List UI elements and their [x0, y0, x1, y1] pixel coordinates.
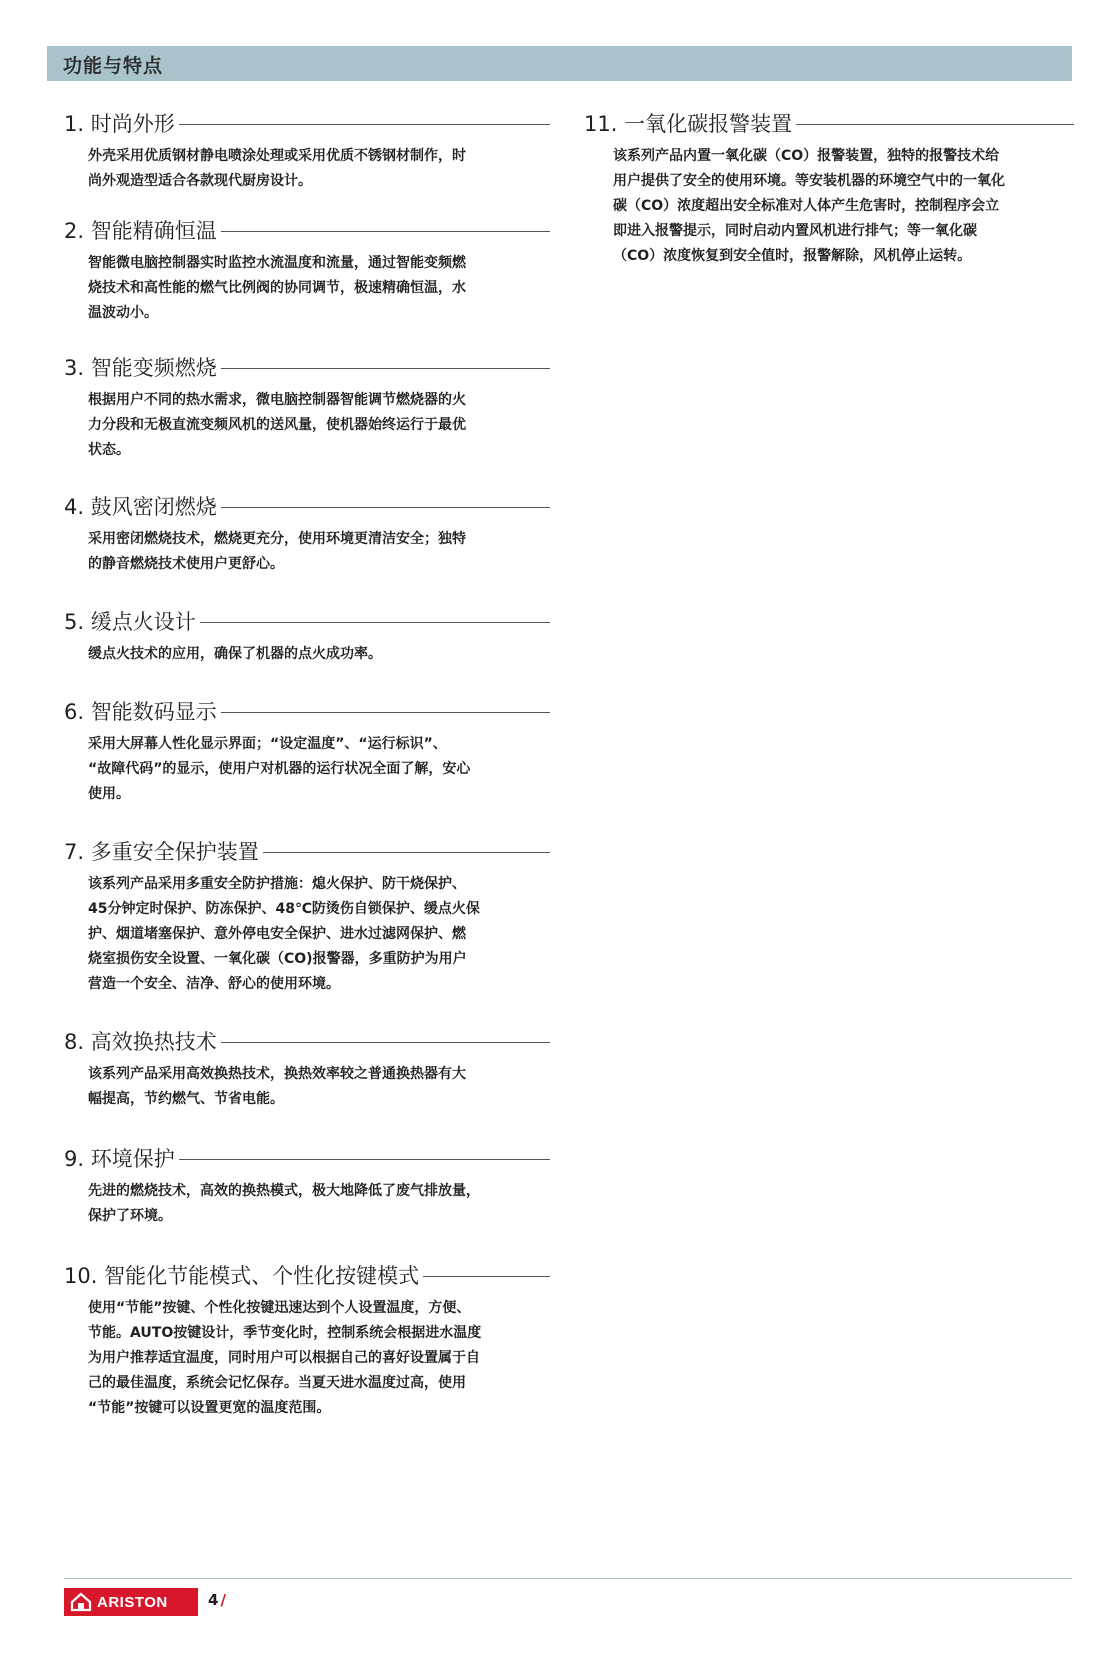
feature-description	[88, 1296, 550, 1421]
desc-line: 采用密闭燃烧技术，燃烧更充分，使用环境更清洁安全；独特	[88, 531, 466, 547]
desc-line: 幅提高，节约燃气、节省电能。	[88, 1091, 284, 1107]
brand-name: ARISTON	[97, 1593, 168, 1611]
feature-description	[88, 144, 550, 194]
feature-description	[613, 144, 1074, 269]
desc-line: 根据用户不同的热水需求，微电脑控制器智能调节燃烧器的火	[88, 392, 466, 408]
desc-line: 先进的燃烧技术，高效的换热模式，极大地降低了废气排放量，	[88, 1183, 480, 1199]
feature-description	[88, 1179, 550, 1229]
feature-1	[64, 108, 550, 194]
feature-5	[64, 606, 550, 667]
divider-line	[179, 124, 550, 125]
feature-title: 5. 缓点火设计	[64, 610, 196, 634]
feature-title: 10. 智能化节能模式、个性化按键模式	[64, 1264, 420, 1288]
footer-divider	[64, 1578, 1072, 1579]
page-number	[208, 1591, 226, 1609]
feature-title: 2. 智能精确恒温	[64, 219, 217, 243]
feature-description	[88, 642, 550, 667]
ariston-logo	[64, 1588, 198, 1616]
house-icon	[70, 1592, 92, 1612]
desc-line: “故障代码”的显示，使用户对机器的运行状况全面了解，安心	[88, 761, 471, 777]
divider-line	[263, 852, 550, 853]
feature-10	[64, 1260, 550, 1421]
feature-2	[64, 215, 550, 326]
divider-line	[179, 1159, 550, 1160]
feature-description	[88, 732, 550, 807]
feature-title: 9. 环境保护	[64, 1147, 175, 1171]
desc-line: 力分段和无极直流变频风机的送风量，使机器始终运行于最优	[88, 417, 466, 433]
feature-title: 6. 智能数码显示	[64, 700, 217, 724]
desc-line: 护、烟道堵塞保护、意外停电安全保护、进水过滤网保护、燃	[88, 926, 466, 942]
feature-description	[88, 388, 550, 463]
feature-description	[88, 1062, 550, 1112]
desc-line: 营造一个安全、洁净、舒心的使用环境。	[88, 976, 340, 992]
desc-line: 碳（CO）浓度超出安全标准对人体产生危害时，控制程序会立	[613, 198, 1000, 214]
feature-7	[64, 836, 550, 997]
header-bar	[47, 46, 1072, 81]
divider-line	[221, 231, 550, 232]
feature-title: 7. 多重安全保护装置	[64, 840, 259, 864]
desc-line: 节能。AUTO按键设计，季节变化时，控制系统会根据进水温度	[88, 1325, 482, 1341]
divider-line	[423, 1276, 550, 1277]
feature-title: 8. 高效换热技术	[64, 1030, 217, 1054]
desc-line: 尚外观造型适合各款现代厨房设计。	[88, 173, 312, 189]
desc-line: 保护了环境。	[88, 1208, 172, 1224]
page-number-value: 4	[208, 1591, 219, 1609]
desc-line: 的静音燃烧技术使用户更舒心。	[88, 556, 284, 572]
desc-line: 己的最佳温度，系统会记忆保存。当夏天进水温度过高，使用	[88, 1375, 466, 1391]
feature-title: 1. 时尚外形	[64, 112, 175, 136]
divider-line	[221, 507, 550, 508]
desc-line: （CO）浓度恢复到安全值时，报警解除，风机停止运转。	[613, 248, 972, 264]
desc-line: 45分钟定时保护、防冻保护、48℃防烫伤自锁保护、缓点火保	[88, 901, 480, 917]
page-slash: /	[220, 1591, 226, 1609]
desc-line: “节能”按键可以设置更宽的温度范围。	[88, 1400, 331, 1416]
divider-line	[200, 622, 550, 623]
divider-line	[221, 712, 550, 713]
feature-6	[64, 696, 550, 807]
divider-line	[221, 368, 550, 369]
feature-description	[88, 872, 550, 997]
desc-line: 即进入报警提示，同时启动内置风机进行排气；等一氧化碳	[613, 223, 977, 239]
desc-line: 采用大屏幕人性化显示界面；“设定温度”、“运行标识”、	[88, 736, 447, 752]
feature-title: 4. 鼓风密闭燃烧	[64, 495, 217, 519]
desc-line: 使用“节能”按键、个性化按键迅速达到个人设置温度，方便、	[88, 1300, 471, 1316]
feature-8	[64, 1026, 550, 1112]
desc-line: 烧室损伤安全设置、一氧化碳（CO)报警器，多重防护为用户	[88, 951, 467, 967]
feature-4	[64, 491, 550, 577]
feature-11	[584, 108, 1074, 269]
desc-line: 智能微电脑控制器实时监控水流温度和流量，通过智能变频燃	[88, 255, 466, 271]
desc-line: 烧技术和高性能的燃气比例阀的协同调节，极速精确恒温，水	[88, 280, 466, 296]
desc-line: 用户提供了安全的使用环境。等安装机器的环境空气中的一氧化	[613, 173, 1005, 189]
desc-line: 外壳采用优质钢材静电喷涂处理或采用优质不锈钢材制作，时	[88, 148, 466, 164]
feature-9	[64, 1143, 550, 1229]
desc-line: 使用。	[88, 786, 130, 802]
divider-line	[796, 124, 1074, 125]
desc-line: 该系列产品采用高效换热技术，换热效率较之普通换热器有大	[88, 1066, 466, 1082]
divider-line	[221, 1042, 550, 1043]
feature-title: 3. 智能变频燃烧	[64, 356, 217, 380]
desc-line: 温波动小。	[88, 305, 158, 321]
section-title: 功能与特点	[63, 55, 164, 77]
desc-line: 状态。	[88, 442, 130, 458]
feature-title: 11. 一氧化碳报警装置	[584, 112, 793, 136]
feature-description	[88, 251, 550, 326]
desc-line: 该系列产品采用多重安全防护措施：熄火保护、防干烧保护、	[88, 876, 466, 892]
desc-line: 缓点火技术的应用，确保了机器的点火成功率。	[88, 646, 382, 662]
desc-line: 该系列产品内置一氧化碳（CO）报警装置，独特的报警技术给	[613, 148, 1000, 164]
desc-line: 为用户推荐适宜温度，同时用户可以根据自己的喜好设置属于自	[88, 1350, 480, 1366]
feature-3	[64, 352, 550, 463]
feature-description	[88, 527, 550, 577]
